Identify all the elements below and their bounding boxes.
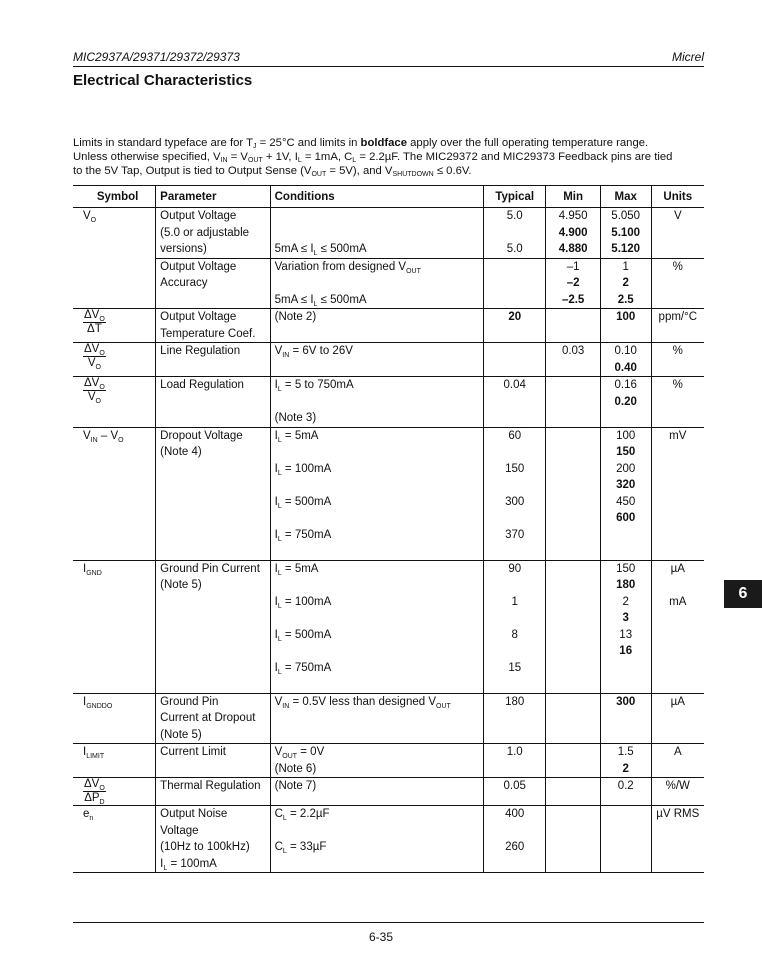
units-cell: A	[651, 744, 704, 778]
conditions-cell: Variation from designed $V_{OUT}$ $5mA \le I_L \le 500mA$	[270, 258, 483, 309]
parameter-cell: Ground Pin Current at Dropout (Note 5)	[156, 693, 270, 744]
conditions-cell: $C_L = 2.2\mu F$ $C_L = 33\mu F$	[270, 806, 483, 873]
part-number-header: MIC2937A/29371/29372/29373	[73, 50, 240, 64]
parameter-cell: Output Voltage (5.0 or adjustable versions)	[156, 208, 270, 259]
parameter-cell: Load Regulation	[156, 377, 270, 428]
symbol-cell: $I_{LIMIT}$	[73, 744, 156, 778]
page-number: 6-35	[368, 930, 394, 944]
conditions-cell: (Note 7)	[270, 778, 483, 806]
page-title: Electrical Characteristics	[73, 72, 253, 89]
typical-cell: 180	[484, 693, 546, 744]
symbol-cell: $I_{GND}$	[73, 560, 156, 693]
table-row	[73, 258, 704, 309]
intro-paragraph: Limits in standard typeface are for $T_J = 25^\circ C$ and limits in boldface apply over the full operating temperature range. Unless otherwise specified, $V_{IN} = V_{OUT} + 1V$, $I_L = 1mA$, $C_L = 2.2\mu F$. The MIC29372 and MIC29373 Feedback pins are tied to the 5V Tap, Output is tied to Output Sense $(V_{OUT} = 5V)$, and $V_{SHUTDOWN} \le 0.6V$.	[73, 137, 673, 178]
symbol-cell: $e_n$	[73, 806, 156, 873]
parameter-cell: Ground Pin Current (Note 5)	[156, 560, 270, 693]
brand-header: Micrel	[672, 50, 704, 64]
table-row	[73, 560, 704, 693]
units-cell: µA mA	[651, 560, 704, 693]
typical-cell: 400 260	[484, 806, 546, 873]
units-cell: %/W	[651, 778, 704, 806]
typical-cell: 0.05	[484, 778, 546, 806]
col-parameter: Parameter	[156, 186, 270, 208]
parameter-cell: Line Regulation	[156, 343, 270, 377]
max-cell: 100	[600, 309, 651, 343]
table-row	[73, 778, 704, 806]
table-row	[73, 744, 704, 778]
symbol-cell: $\frac{\Delta V_O}{\Delta P_D}$	[73, 778, 156, 806]
symbol-cell: $\frac{\Delta V_O}{V_O}$	[73, 377, 156, 428]
units-cell: %	[651, 343, 704, 377]
parameter-cell: Dropout Voltage (Note 4)	[156, 427, 270, 560]
typical-cell: 90 1 8 15	[484, 560, 546, 693]
table-header-row	[73, 186, 704, 208]
conditions-cell: $V_{IN} = 0.5V$ less than designed $V_{OUT}$	[270, 693, 483, 744]
units-cell: %	[651, 258, 704, 309]
max-cell: 150 180 2 3 13 16	[600, 560, 651, 693]
max-cell: 1.5 2	[600, 744, 651, 778]
table-row	[73, 806, 704, 873]
parameter-cell: Output Voltage Accuracy	[156, 258, 270, 309]
max-cell: 100 150 200 320 450 600	[600, 427, 651, 560]
table-row	[73, 377, 704, 428]
symbol-cell: $V_{IN} - V_O$	[73, 427, 156, 560]
parameter-cell: Output Voltage Temperature Coef.	[156, 309, 270, 343]
typical-cell: 5.0 5.0	[484, 208, 546, 259]
units-cell: µA	[651, 693, 704, 744]
symbol-cell: $V_O$	[83, 210, 97, 224]
min-cell: –1 –2 –2.5	[546, 258, 600, 309]
header-rule	[73, 66, 704, 67]
conditions-cell: (Note 2)	[270, 309, 483, 343]
min-cell: 4.950 4.900 4.880	[546, 208, 600, 259]
parameter-cell: Thermal Regulation	[156, 778, 270, 806]
typical-cell: 20	[484, 309, 546, 343]
typical-cell: 0.04	[484, 377, 546, 428]
symbol-cell: $\frac{\Delta V_O}{\Delta T}$	[73, 309, 156, 343]
table-row	[73, 343, 704, 377]
section-tab: 6	[724, 580, 762, 608]
conditions-cell: $I_L = 5mA$ $I_L = 100mA$ $I_L = 500mA$ $I_L = 750mA$	[270, 427, 483, 560]
max-cell: 5.050 5.100 5.120	[600, 208, 651, 259]
max-cell: 0.2	[600, 778, 651, 806]
min-cell: 0.03	[546, 343, 600, 377]
col-max: Max	[600, 186, 651, 208]
max-cell: 0.10 0.40	[600, 343, 651, 377]
units-cell: %	[651, 377, 704, 428]
units-cell: µV RMS	[651, 806, 704, 873]
table-row	[73, 693, 704, 744]
col-conditions: Conditions	[270, 186, 483, 208]
footer-rule	[73, 922, 704, 923]
parameter-cell: Output Noise Voltage (10Hz to 100kHz) $I_L = 100mA$	[156, 806, 270, 873]
typical-cell: 60 150 300 370	[484, 427, 546, 560]
col-symbol: Symbol	[73, 186, 156, 208]
symbol-cell: $\frac{\Delta V_O}{V_O}$	[73, 343, 156, 377]
col-units: Units	[651, 186, 704, 208]
max-cell: 0.16 0.20	[600, 377, 651, 428]
units-cell: mV	[651, 427, 704, 560]
table-row	[73, 208, 704, 259]
conditions-cell: $V_{IN} = 6V$ to 26V	[270, 343, 483, 377]
typical-cell: 1.0	[484, 744, 546, 778]
conditions-cell: $5mA \le I_L \le 500mA$	[270, 208, 483, 259]
table-row	[73, 427, 704, 560]
conditions-cell: $I_L = 5$ to 750mA (Note 3)	[270, 377, 483, 428]
max-cell: 1 2 2.5	[600, 258, 651, 309]
conditions-cell: $I_L = 5mA$ $I_L = 100mA$ $I_L = 500mA$ $I_L = 750mA$	[270, 560, 483, 693]
max-cell: 300	[600, 693, 651, 744]
electrical-characteristics-table	[73, 185, 704, 873]
parameter-cell: Current Limit	[156, 744, 270, 778]
col-typical: Typical	[484, 186, 546, 208]
symbol-cell: $I_{GNDDO}$	[73, 693, 156, 744]
units-cell: ppm/°C	[651, 309, 704, 343]
units-cell: V	[651, 208, 704, 259]
col-min: Min	[546, 186, 600, 208]
table-row	[73, 309, 704, 343]
conditions-cell: $V_{OUT} = 0V$ (Note 6)	[270, 744, 483, 778]
